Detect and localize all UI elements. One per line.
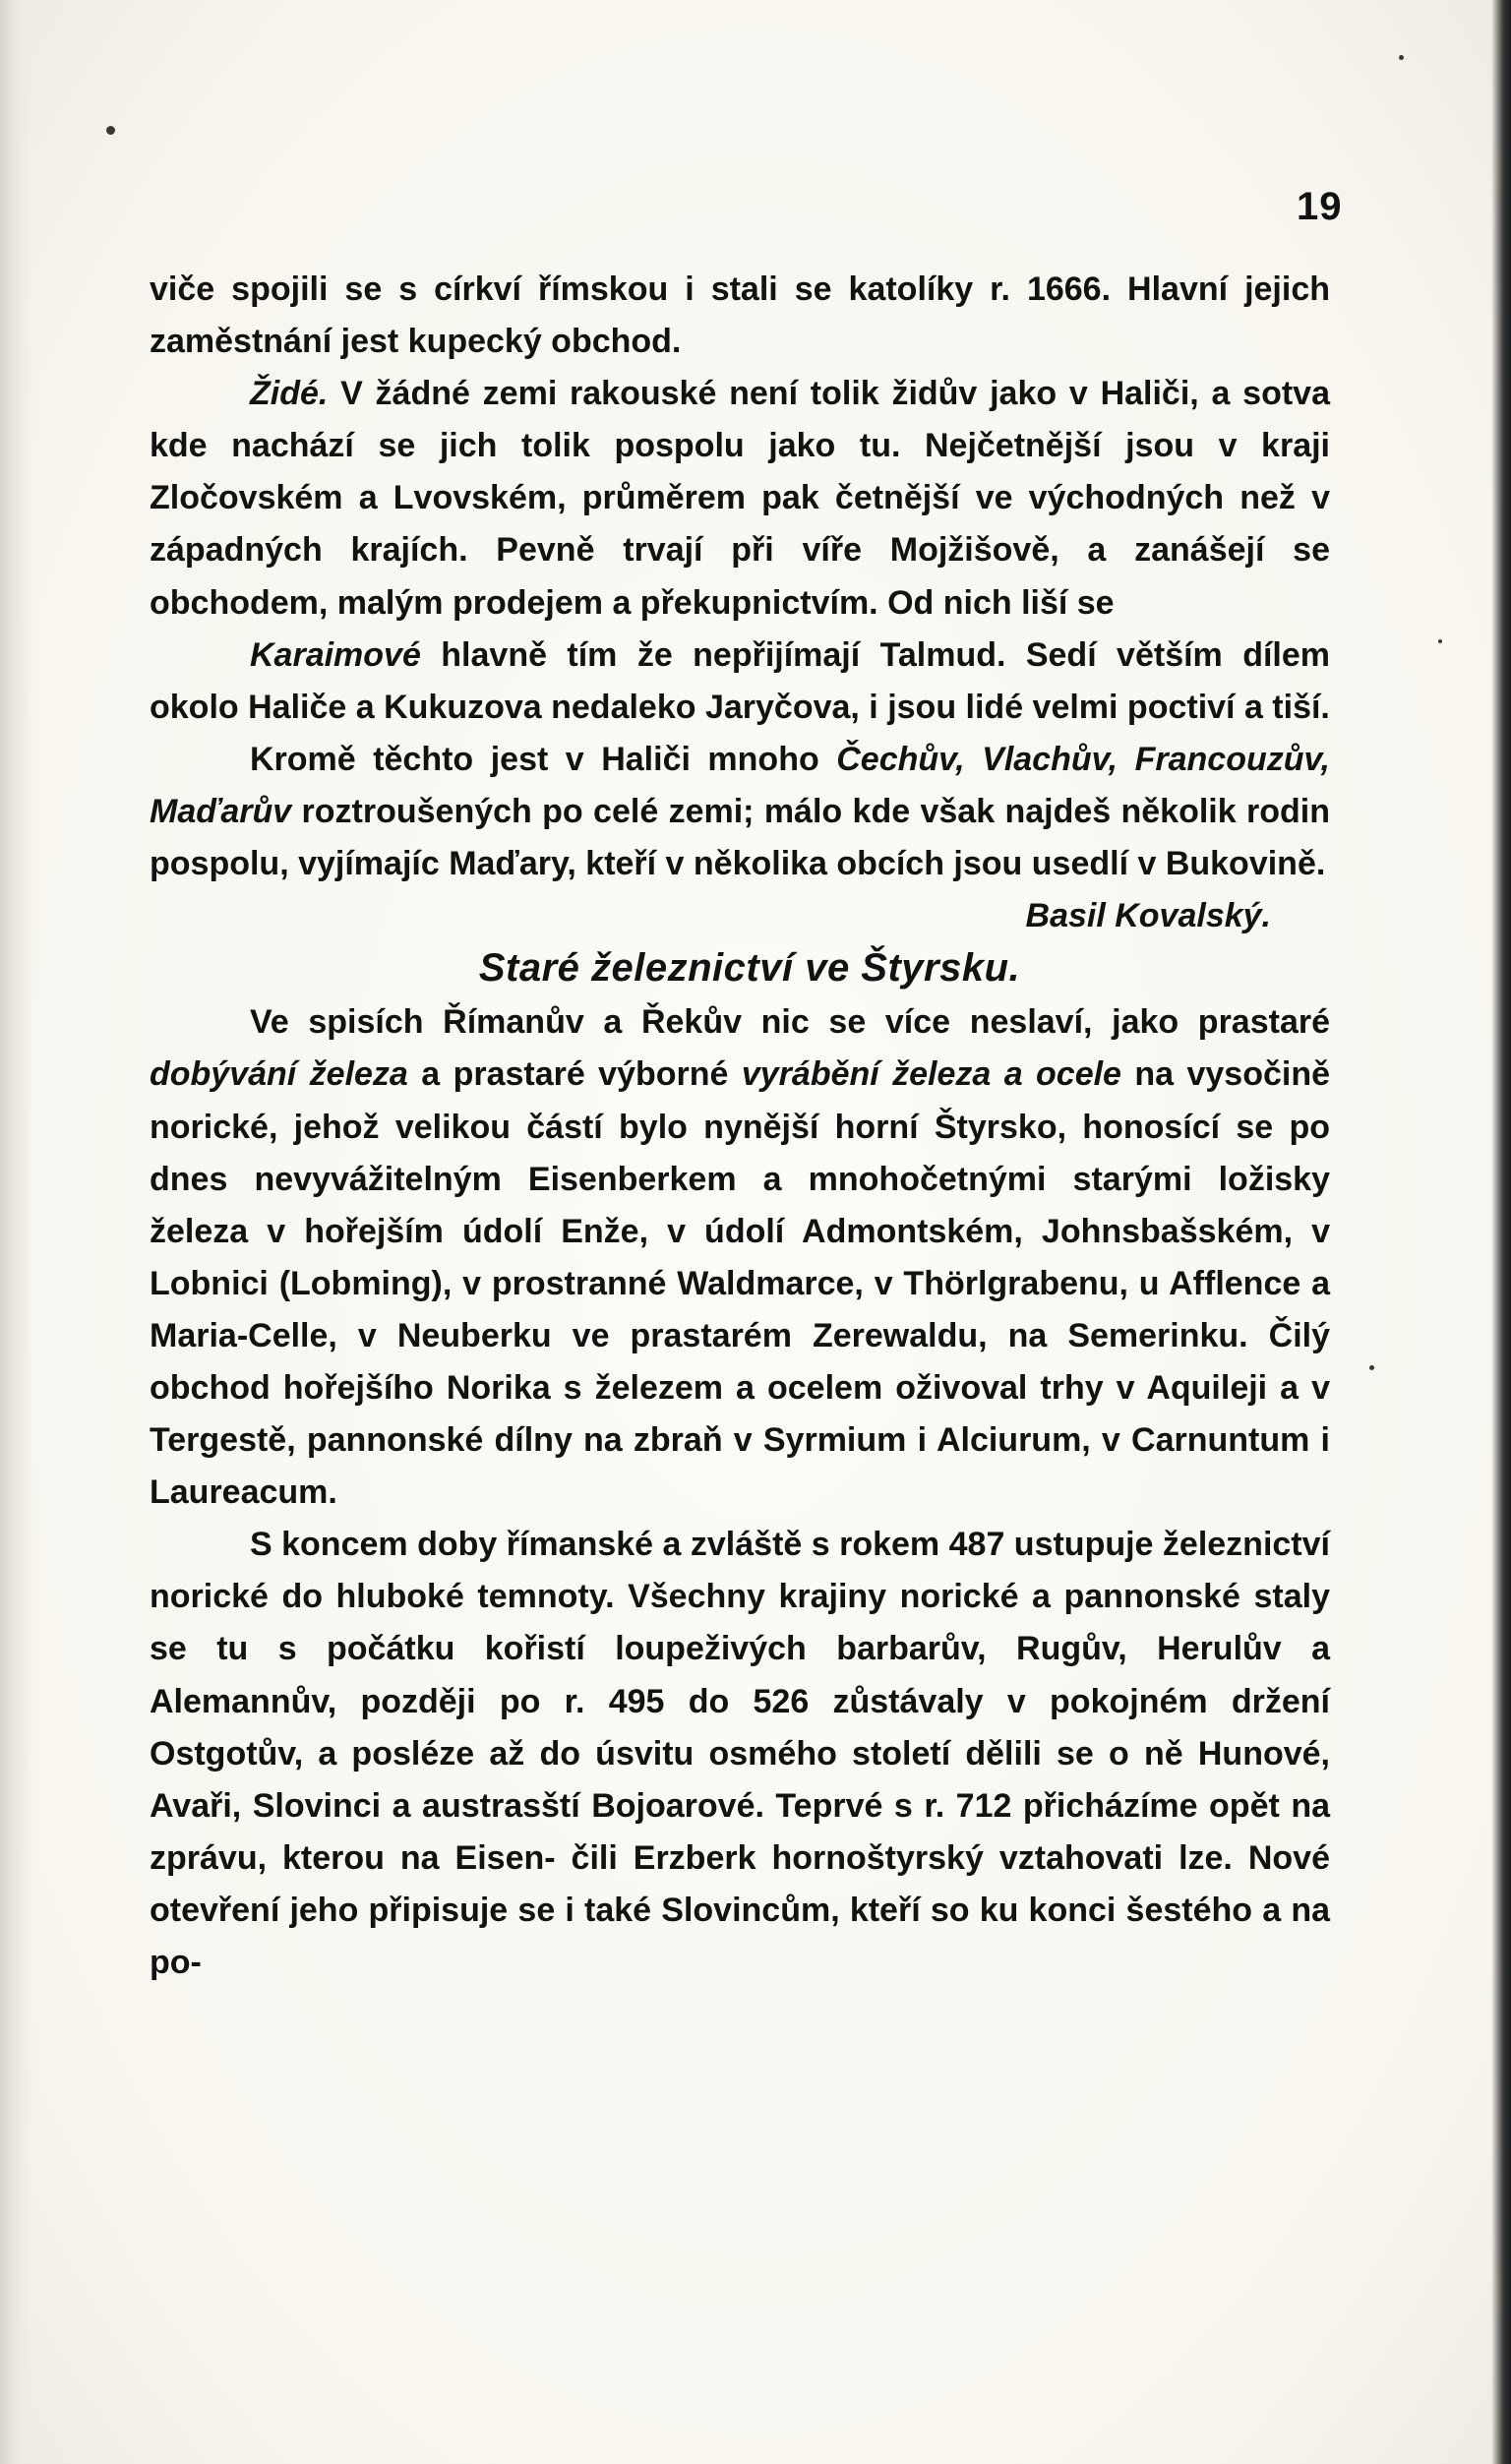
text-column bbox=[150, 264, 1330, 1989]
ink-speck bbox=[106, 126, 115, 135]
paragraph-spisich-text-3: na vysočině norické, jehož velikou částí bylo nynější horní Štyrsko, honosící se po dnes nevyvážitelným Eisenberkem a mnohočetnými starými ložisky železa v hořejším údolí Enže, v údolí Admontském, Johnsbašském, v Lobnici (Lobming), v prostranné Waldmarce, v Thörlgrabenu, u Afflence a Maria-Celle, v Neuberku ve prastarém Zerewaldu, na Semerinku. Čilý obchod hořejšího Norika s železem a ocelem oživoval trhy v Aquileji a v Tergestě, pannonské dílny na zbraň v Syrmium i Alciurum, v Carnuntum i Laureacum. bbox=[150, 1055, 1330, 1512]
binding-edge bbox=[0, 0, 33, 2464]
ink-speck bbox=[1369, 1365, 1374, 1370]
ink-speck bbox=[1438, 639, 1442, 643]
section-heading: Staré železnictví ve Štyrsku. bbox=[478, 946, 1021, 991]
page-edge-shadow bbox=[1491, 0, 1511, 2464]
term-karaimove: Karaimové bbox=[250, 635, 421, 674]
paragraph-krome-text-1: Kromě těchto jest v Haliči mnoho bbox=[250, 740, 837, 778]
page-number: 19 bbox=[1297, 185, 1343, 228]
paragraph-koncem: S koncem doby římanské a zvláště s rokem 487 ustupuje železnictví norické do hluboké temnoty. Všechny krajiny norické a pannonské staly se tu s počátku kořistí loupeživých barbarův, Rugův, Herulův a Alemannův, později po r. 495 do 526 zůstávaly v pokojném držení Ostgotův, a posléze až do úsvitu osmého století dělili se o ně Hunové, Avaři, Slovinci a austrasští Bojoarové. Teprvé s r. 712 přicházíme opět na zprávu, kterou na Eisen- čili Erzberk hornoštyrský vztahovati lze. Nové otevření jeho připisuje se i také Slovincům, kteří so ku konci šestého a na po- bbox=[150, 1526, 1330, 1981]
paragraph-spisich bbox=[150, 996, 1330, 1519]
author-signature: Basil Kovalský. bbox=[1025, 897, 1271, 935]
term-zide: Židé. bbox=[250, 375, 329, 413]
paragraph-spisich-text-2: a prastaré výborné bbox=[407, 1055, 742, 1094]
paragraph-krome bbox=[150, 734, 1330, 935]
term-vyrabeni-zeleza: vyrábění železa a ocele bbox=[741, 1055, 1121, 1094]
paragraph-krome-text-2: roztroušených po celé zemi; málo kde však najdeš několik rodin pospolu, vyjímajíc Maďary, kteří v několika obcích jsou usedlí v Bukovině. bbox=[150, 792, 1330, 883]
paragraph-spisich-text-1: Ve spisích Římanův a Řekův nic se více neslaví, jako prastaré bbox=[250, 1003, 1330, 1042]
paragraph-intro: viče spojili se s církví římskou i stali se katolíky r. 1666. Hlavní jejich zaměstnání jest kupecký obchod. bbox=[150, 270, 1330, 361]
paragraph-karaimove-text: hlavně tím že nepřijímají Talmud. Sedí větším dílem okolo Haliče a Kukuzova nedaleko Jaryčova, i jsou lidé velmi poctiví a tiší. bbox=[150, 635, 1330, 726]
paragraph-krome-nations: Čechův, Vlachův, Francouzův, Maďarův bbox=[150, 740, 1330, 830]
ink-speck bbox=[1399, 55, 1404, 60]
paragraph-zide bbox=[150, 368, 1330, 629]
paragraph-zide-text: V žádné zemi rakouské není tolik židův jako v Haliči, a sotva kde nachází se jich tolik pospolu jako tu. Nejčetnější jsou v kraji Zločovském a Lvovském, průměrem pak četnější ve východných než v západných krajích. Pevně trvají při víře Mojžišově, a zanášejí se obchodem, malým prodejem a překupnictvím. Od nich liší se bbox=[150, 375, 1330, 622]
term-dobyvani-zeleza: dobývání železa bbox=[150, 1055, 408, 1094]
paragraph-karaimove bbox=[150, 630, 1330, 734]
